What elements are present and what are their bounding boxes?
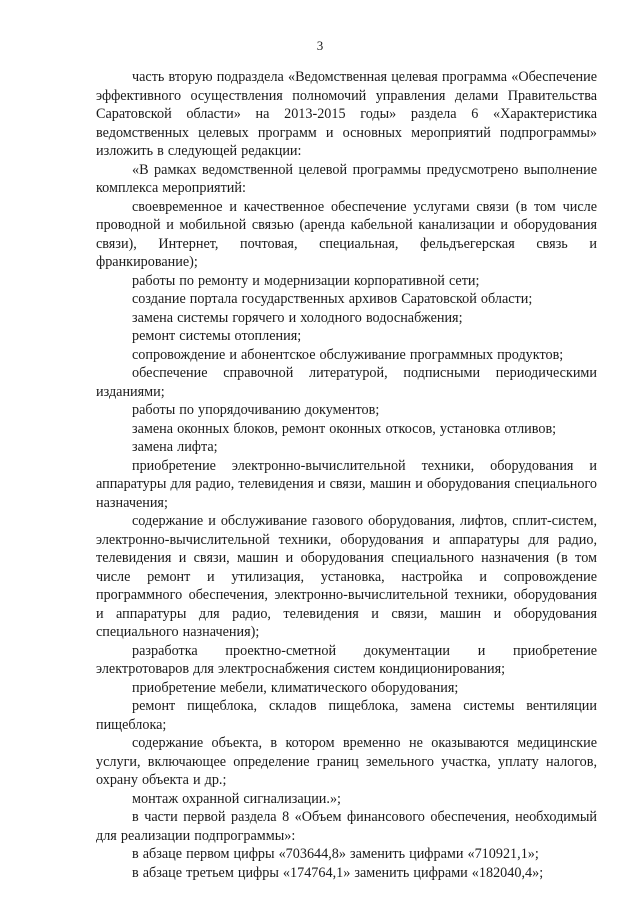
paragraph: часть вторую подраздела «Ведомственная целевая программа «Обеспечение эффективного осуществления полномочий управления делами Правительства Саратовской области» на 2013-2015 годы» раздела 6 «Характеристика ведомственных целевых программ и основных мероприятий подпрограммы» изложить в следующей редакции: [96, 69, 597, 159]
paragraph: содержание объекта, в котором временно не оказываются медицинские услуги, включающее определение границ земельного участка, уплату налогов, охрану объекта и др.; [96, 735, 597, 788]
page-number: 3 [316, 38, 324, 53]
paragraph: ремонт пищеблока, складов пищеблока, замена системы вентиляции пищеблока; [96, 698, 597, 733]
paragraph: ремонт системы отопления; [132, 328, 302, 344]
paragraph: обеспечение справочной литературой, подписными периодическими изданиями; [96, 365, 597, 400]
paragraph: в части первой раздела 8 «Объем финансового обеспечения, необходимый для реализации подпрограммы»: [96, 809, 597, 844]
paragraph: своевременное и качественное обеспечение услугами связи (в том числе проводной и мобильной связью (аренда кабельной канализации и оборудования связи), Интернет, почтовая, специальная, фельдъегерская связь и франкирование); [96, 198, 597, 270]
paragraph: содержание и обслуживание газового оборудования, лифтов, сплит-систем, электронно-вычислительной техники, оборудования и аппаратуры для радио, телевидения и связи, машин и оборудования специального назначения (в том числе ремонт и утилизация, установка, настройка и сопровождение программного обеспечения, электронно-вычислительной техники, оборудования и аппаратуры для радио, телевидения и связи, машин и оборудования специального назначения); [96, 513, 597, 640]
paragraph: приобретение электронно-вычислительной техники, оборудования и аппаратуры для радио, телевидения и связи, машин и оборудования специального назначения; [96, 457, 597, 511]
paragraph: «В рамках ведомственной целевой программы предусмотрено выполнение комплекса мероприятий: [96, 161, 597, 196]
document-body [96, 68, 597, 882]
paragraph: работы по ремонту и модернизации корпоративной сети; [132, 272, 480, 289]
paragraph: монтаж охранной сигнализации.»; [132, 790, 341, 807]
paragraph: в абзаце первом цифры «703644,8» заменить цифрами «710921,1»; [132, 846, 539, 862]
paragraph: сопровождение и абонентское обслуживание программных продуктов; [132, 346, 564, 363]
paragraph: в абзаце третьем цифры «174764,1» заменить цифрами «182040,4»; [132, 864, 544, 881]
paragraph: создание портала государственных архивов Саратовской области; [132, 291, 533, 307]
paragraph: работы по упорядочиванию документов; [132, 402, 380, 418]
paragraph: замена оконных блоков, ремонт оконных откосов, установка отливов; [132, 420, 557, 437]
paragraph: замена системы горячего и холодного водоснабжения; [132, 309, 463, 326]
paragraph: разработка проектно-сметной документации и приобретение электротоваров для электроснабжения систем кондиционирования; [96, 642, 597, 677]
paragraph: замена лифта; [132, 439, 218, 455]
paragraph: приобретение мебели, климатического оборудования; [132, 679, 459, 696]
